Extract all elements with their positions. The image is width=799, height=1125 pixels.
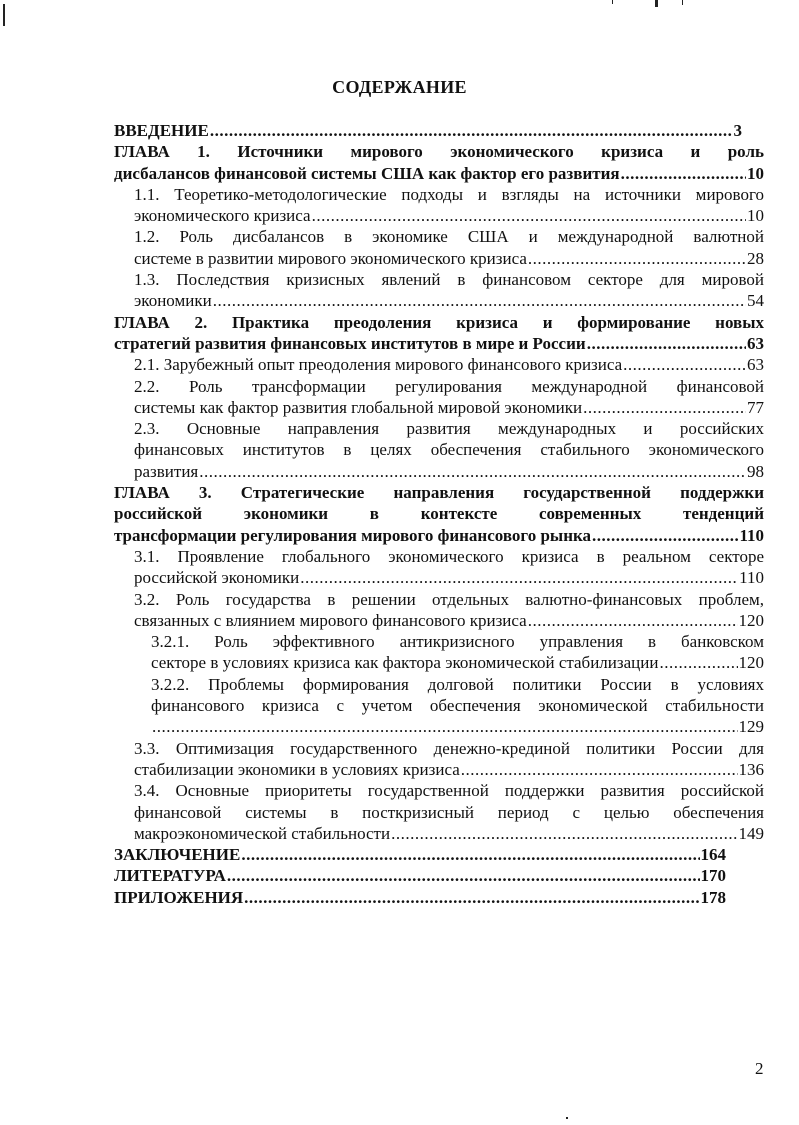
- toc-page-number: 98: [747, 461, 764, 481]
- toc-entry-section-3-3[interactable]: [114, 738, 764, 781]
- toc-page-number: 149: [738, 823, 764, 843]
- toc-page-number: 3: [733, 121, 742, 140]
- toc-entry-title-cont: финансовых институтов в целях обеспечения стабильного экономического: [134, 440, 764, 460]
- toc-page-number: 110: [739, 568, 764, 588]
- toc-entry-title: 3.2.2. Проблемы формирования долговой политики России в условиях: [151, 674, 764, 694]
- dot-leader: [199, 461, 746, 482]
- scan-artifact: [655, 0, 658, 7]
- toc-entry-title: 1.1. Теоретико-методологические подходы и взгляды на источники мирового: [134, 184, 764, 204]
- toc-entry-chapter-3[interactable]: [114, 482, 764, 546]
- table-of-contents: [114, 120, 764, 908]
- toc-entry-title: ЛИТЕРАТУРА: [114, 866, 226, 886]
- dot-leader: [300, 567, 738, 588]
- toc-entry-title-cont: развития: [134, 461, 199, 481]
- dot-leader: [213, 290, 746, 311]
- toc-entry-title-cont: стабилизации экономики в условиях кризиса: [134, 759, 460, 779]
- toc-page-number: 129: [738, 717, 764, 737]
- toc-entry-title-cont: российской экономики: [134, 568, 300, 588]
- toc-entry-introduction[interactable]: [114, 120, 764, 141]
- dot-leader: [244, 887, 699, 908]
- toc-entry-title: 2.2. Роль трансформации регулирования международной финансовой: [134, 376, 764, 396]
- toc-entry-title: 1.3. Последствия кризисных явлений в финансовом секторе для мировой: [134, 270, 764, 290]
- toc-page-number: 10: [747, 163, 764, 183]
- toc-entry-title-cont: секторе в условиях кризиса как фактора экономической стабилизации: [151, 653, 659, 673]
- toc-entry-section-2-3[interactable]: [114, 418, 764, 482]
- scan-artifact: [566, 1117, 568, 1119]
- toc-page-number: 54: [747, 291, 764, 311]
- toc-page-number: 164: [700, 845, 726, 865]
- toc-entry-title-cont: экономики: [134, 291, 212, 311]
- toc-entry-title-cont: связанных с влиянием мирового финансового кризиса: [134, 610, 527, 630]
- toc-entry-title-cont: системы как фактор развития глобальной мировой экономики: [134, 397, 583, 417]
- page-title: СОДЕРЖАНИЕ: [332, 77, 467, 97]
- toc-entry-title: ГЛАВА 2. Практика преодоления кризиса и формирование новых: [114, 312, 764, 332]
- dot-leader: [241, 844, 699, 865]
- toc-entry-title: 2.3. Основные направления развития международных и российских: [134, 419, 764, 439]
- toc-page-number: 77: [747, 397, 764, 417]
- toc-entry-section-3-2[interactable]: [114, 589, 764, 632]
- page-number: 2: [755, 1059, 764, 1078]
- toc-entry-title-cont: российской экономики в контексте современных тенденций: [114, 504, 764, 524]
- toc-page-number: 63: [747, 333, 764, 353]
- toc-page-number: 120: [738, 610, 764, 630]
- toc-entry-title-cont: экономического кризиса: [134, 206, 311, 226]
- toc-entry-title-cont: финансовой системы в посткризисный период с целью обеспечения: [134, 802, 764, 822]
- toc-page-number: 28: [747, 248, 764, 268]
- dot-leader: [623, 354, 746, 375]
- toc-entry-chapter-2[interactable]: [114, 312, 764, 355]
- toc-entry-title-cont: финансового кризиса с учетом обеспечения экономической стабильности: [151, 696, 764, 716]
- toc-entry-title: 3.3. Оптимизация государственного денежно-крединой политики России для: [134, 738, 764, 758]
- dot-leader: [227, 865, 700, 886]
- toc-entry-section-2-2[interactable]: [114, 376, 764, 419]
- dot-leader: [659, 652, 737, 673]
- toc-page-number: 136: [738, 759, 764, 779]
- toc-page-number: 10: [747, 206, 764, 226]
- toc-entry-title: 1.2. Роль дисбалансов в экономике США и международной валютной: [134, 227, 764, 247]
- dot-leader: [152, 716, 738, 737]
- toc-entry-chapter-1[interactable]: [114, 141, 764, 184]
- dot-leader: [312, 205, 746, 226]
- toc-page-number: 63: [747, 355, 764, 375]
- toc-entry-title: ГЛАВА 3. Стратегические направления государственной поддержки: [114, 483, 764, 503]
- toc-entry-section-3-2-2[interactable]: [114, 674, 764, 738]
- toc-entry-title: ПРИЛОЖЕНИЯ: [114, 887, 244, 907]
- scan-artifact: [612, 0, 613, 4]
- toc-entry-title: 3.2. Роль государства в решении отдельных валютно-финансовых проблем,: [134, 589, 764, 609]
- dot-leader: [391, 823, 737, 844]
- toc-entry-title: ЗАКЛЮЧЕНИЕ: [114, 845, 241, 865]
- dot-leader: [583, 397, 746, 418]
- toc-entry-section-1-3[interactable]: [114, 269, 764, 312]
- dot-leader: [528, 248, 746, 269]
- toc-entry-title-cont: трансформации регулирования мирового финансового рынка: [114, 525, 592, 545]
- toc-entry-section-2-1[interactable]: [114, 354, 764, 375]
- toc-page-number: 120: [738, 653, 764, 673]
- toc-entry-title-cont: дисбалансов финансовой системы США как фактор его развития: [114, 163, 620, 183]
- toc-entry-title-cont: стратегий развития финансовых институтов в мире и России: [114, 333, 586, 353]
- toc-entry-section-3-2-1[interactable]: [114, 631, 764, 674]
- toc-entry-title: ГЛАВА 1. Источники мирового экономического кризиса и роль: [114, 142, 764, 162]
- toc-page-number: 110: [739, 525, 764, 545]
- toc-entry-section-1-1[interactable]: [114, 184, 764, 227]
- toc-entry-section-3-4[interactable]: [114, 780, 764, 844]
- toc-entry-title: 3.2.1. Роль эффективного антикризисного управления в банковском: [151, 632, 764, 652]
- scan-artifact: [682, 0, 683, 5]
- dot-leader: [587, 333, 746, 354]
- toc-entry-section-1-2[interactable]: [114, 226, 764, 269]
- toc-entry-section-3-1[interactable]: [114, 546, 764, 589]
- toc-entry-title: ВВЕДЕНИЕ: [114, 121, 209, 140]
- dot-leader: [621, 163, 746, 184]
- toc-entry-title-cont: системе в развитии мирового экономического кризиса: [134, 248, 527, 268]
- toc-entry-title: 3.4. Основные приоритеты государственной поддержки развития российской: [134, 781, 764, 801]
- toc-page-number: 178: [700, 887, 726, 907]
- dot-leader: [461, 759, 738, 780]
- dot-leader: [592, 525, 738, 546]
- toc-entry-title: 3.1. Проявление глобального экономического кризиса в реальном секторе: [134, 546, 764, 566]
- toc-entry-literature[interactable]: [114, 865, 726, 886]
- toc-entry-appendices[interactable]: [114, 887, 726, 908]
- toc-page-number: 170: [700, 866, 726, 886]
- scan-artifact: [3, 4, 5, 26]
- toc-entry-conclusion[interactable]: [114, 844, 726, 865]
- toc-entry-title: 2.1. Зарубежный опыт преодоления мирового финансового кризиса: [134, 355, 623, 375]
- dot-leader: [528, 610, 738, 631]
- toc-entry-title-cont: макроэкономической стабильности: [134, 823, 391, 843]
- dot-leader: [210, 120, 733, 141]
